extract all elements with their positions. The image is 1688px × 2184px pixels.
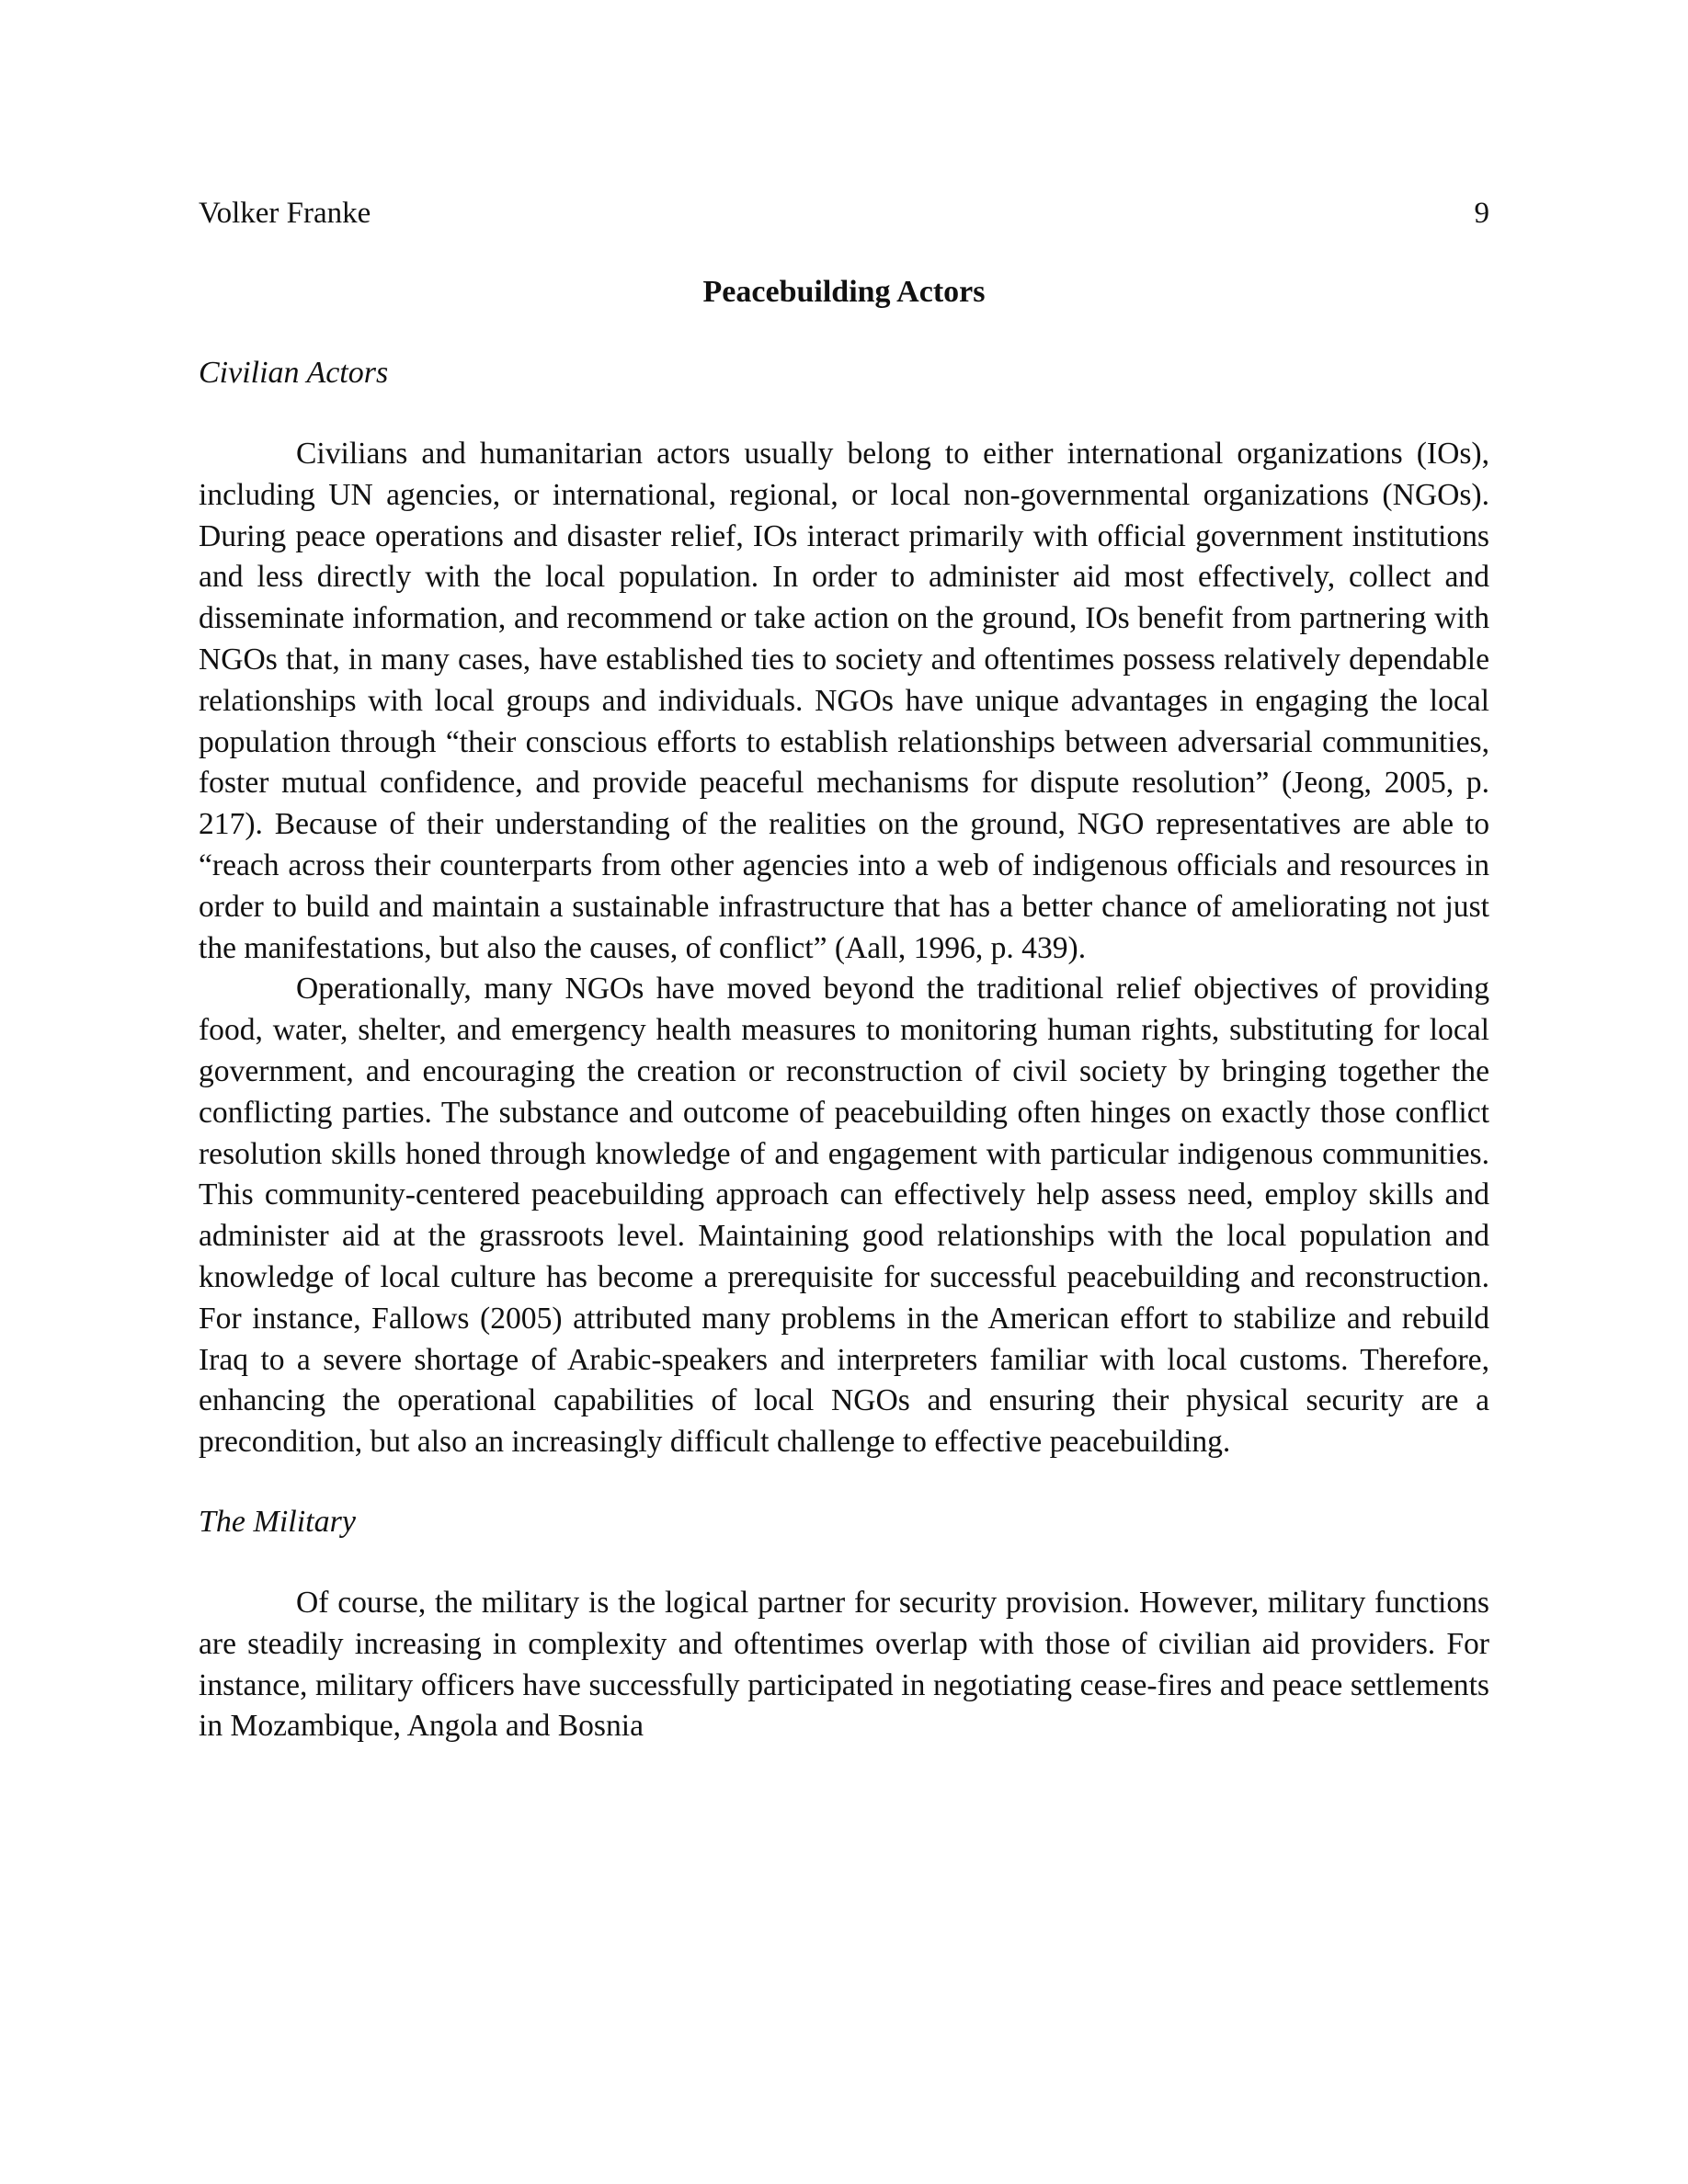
paragraph-military-1: Of course, the military is the logical partner for security provision. However, military functions are steadily increasing in complexity and oftentimes overlap with those of civilian aid providers. For instance, military officers have successfully participated in negotiating cease-fires and peace settlements in Mozambique, Angola and Bosnia bbox=[199, 1585, 1489, 1744]
page-number: 9 bbox=[1474, 197, 1489, 230]
subheading-the-military: The Military bbox=[199, 1504, 356, 1539]
running-head bbox=[199, 193, 1489, 233]
author-name: Volker Franke bbox=[199, 197, 371, 230]
subheading-civilian-actors: Civilian Actors bbox=[199, 356, 389, 390]
paragraph-civilian-2: Operationally, many NGOs have moved beyond the traditional relief objectives of providing food, water, shelter, and emergency health measures to monitoring human rights, substituting for local government, and encouraging the creation or reconstruction of civil society by bringing together the conflicting parties. The substance and outcome of peacebuilding often hinges on exactly those conflict resolution skills honed through knowledge of and engagement with particular indigenous communities. This community-centered peacebuilding approach can effectively help assess need, employ skills and administer aid at the grassroots level. Maintaining good relationships with the local population and knowledge of local culture has become a prerequisite for successful peacebuilding and reconstruction. For instance, Fallows (2005) attributed many problems in the American effort to stabilize and rebuild Iraq to a severe shortage of Arabic-speakers and interpreters familiar with local customs. Therefore, enhancing the operational capabilities of local NGOs and ensuring their physical security are a precondition, but also an increasingly difficult challenge to effective peacebuilding. bbox=[199, 972, 1489, 1460]
page bbox=[199, 193, 1489, 1747]
section-title: Peacebuilding Actors bbox=[702, 275, 986, 309]
paragraph-civilian-1: Civilians and humanitarian actors usually belong to either international organizations (IOs), including UN agencies, or international, regional, or local non-governmental organizations (NGOs). During peace operations and disaster relief, IOs interact primarily with official government institutions and less directly with the local population. In order to administer aid most effectively, collect and disseminate information, and recommend or take action on the ground, IOs benefit from partnering with NGOs that, in many cases, have established ties to society and oftentimes possess relatively dependable relationships with local groups and individuals. NGOs have unique advantages in engaging the local population through “their conscious efforts to establish relationships between adversarial communities, foster mutual confidence, and provide peaceful mechanisms for dispute resolution” (Jeong, 2005, p. 217). Because of their understanding of the realities on the ground, NGO representatives are able to “reach across their counterparts from other agencies into a web of indigenous officials and resources in order to build and maintain a sustainable infrastructure that has a better chance of ameliorating not just the manifestations, but also the causes, of conflict” (Aall, 1996, p. 439). bbox=[199, 437, 1489, 965]
